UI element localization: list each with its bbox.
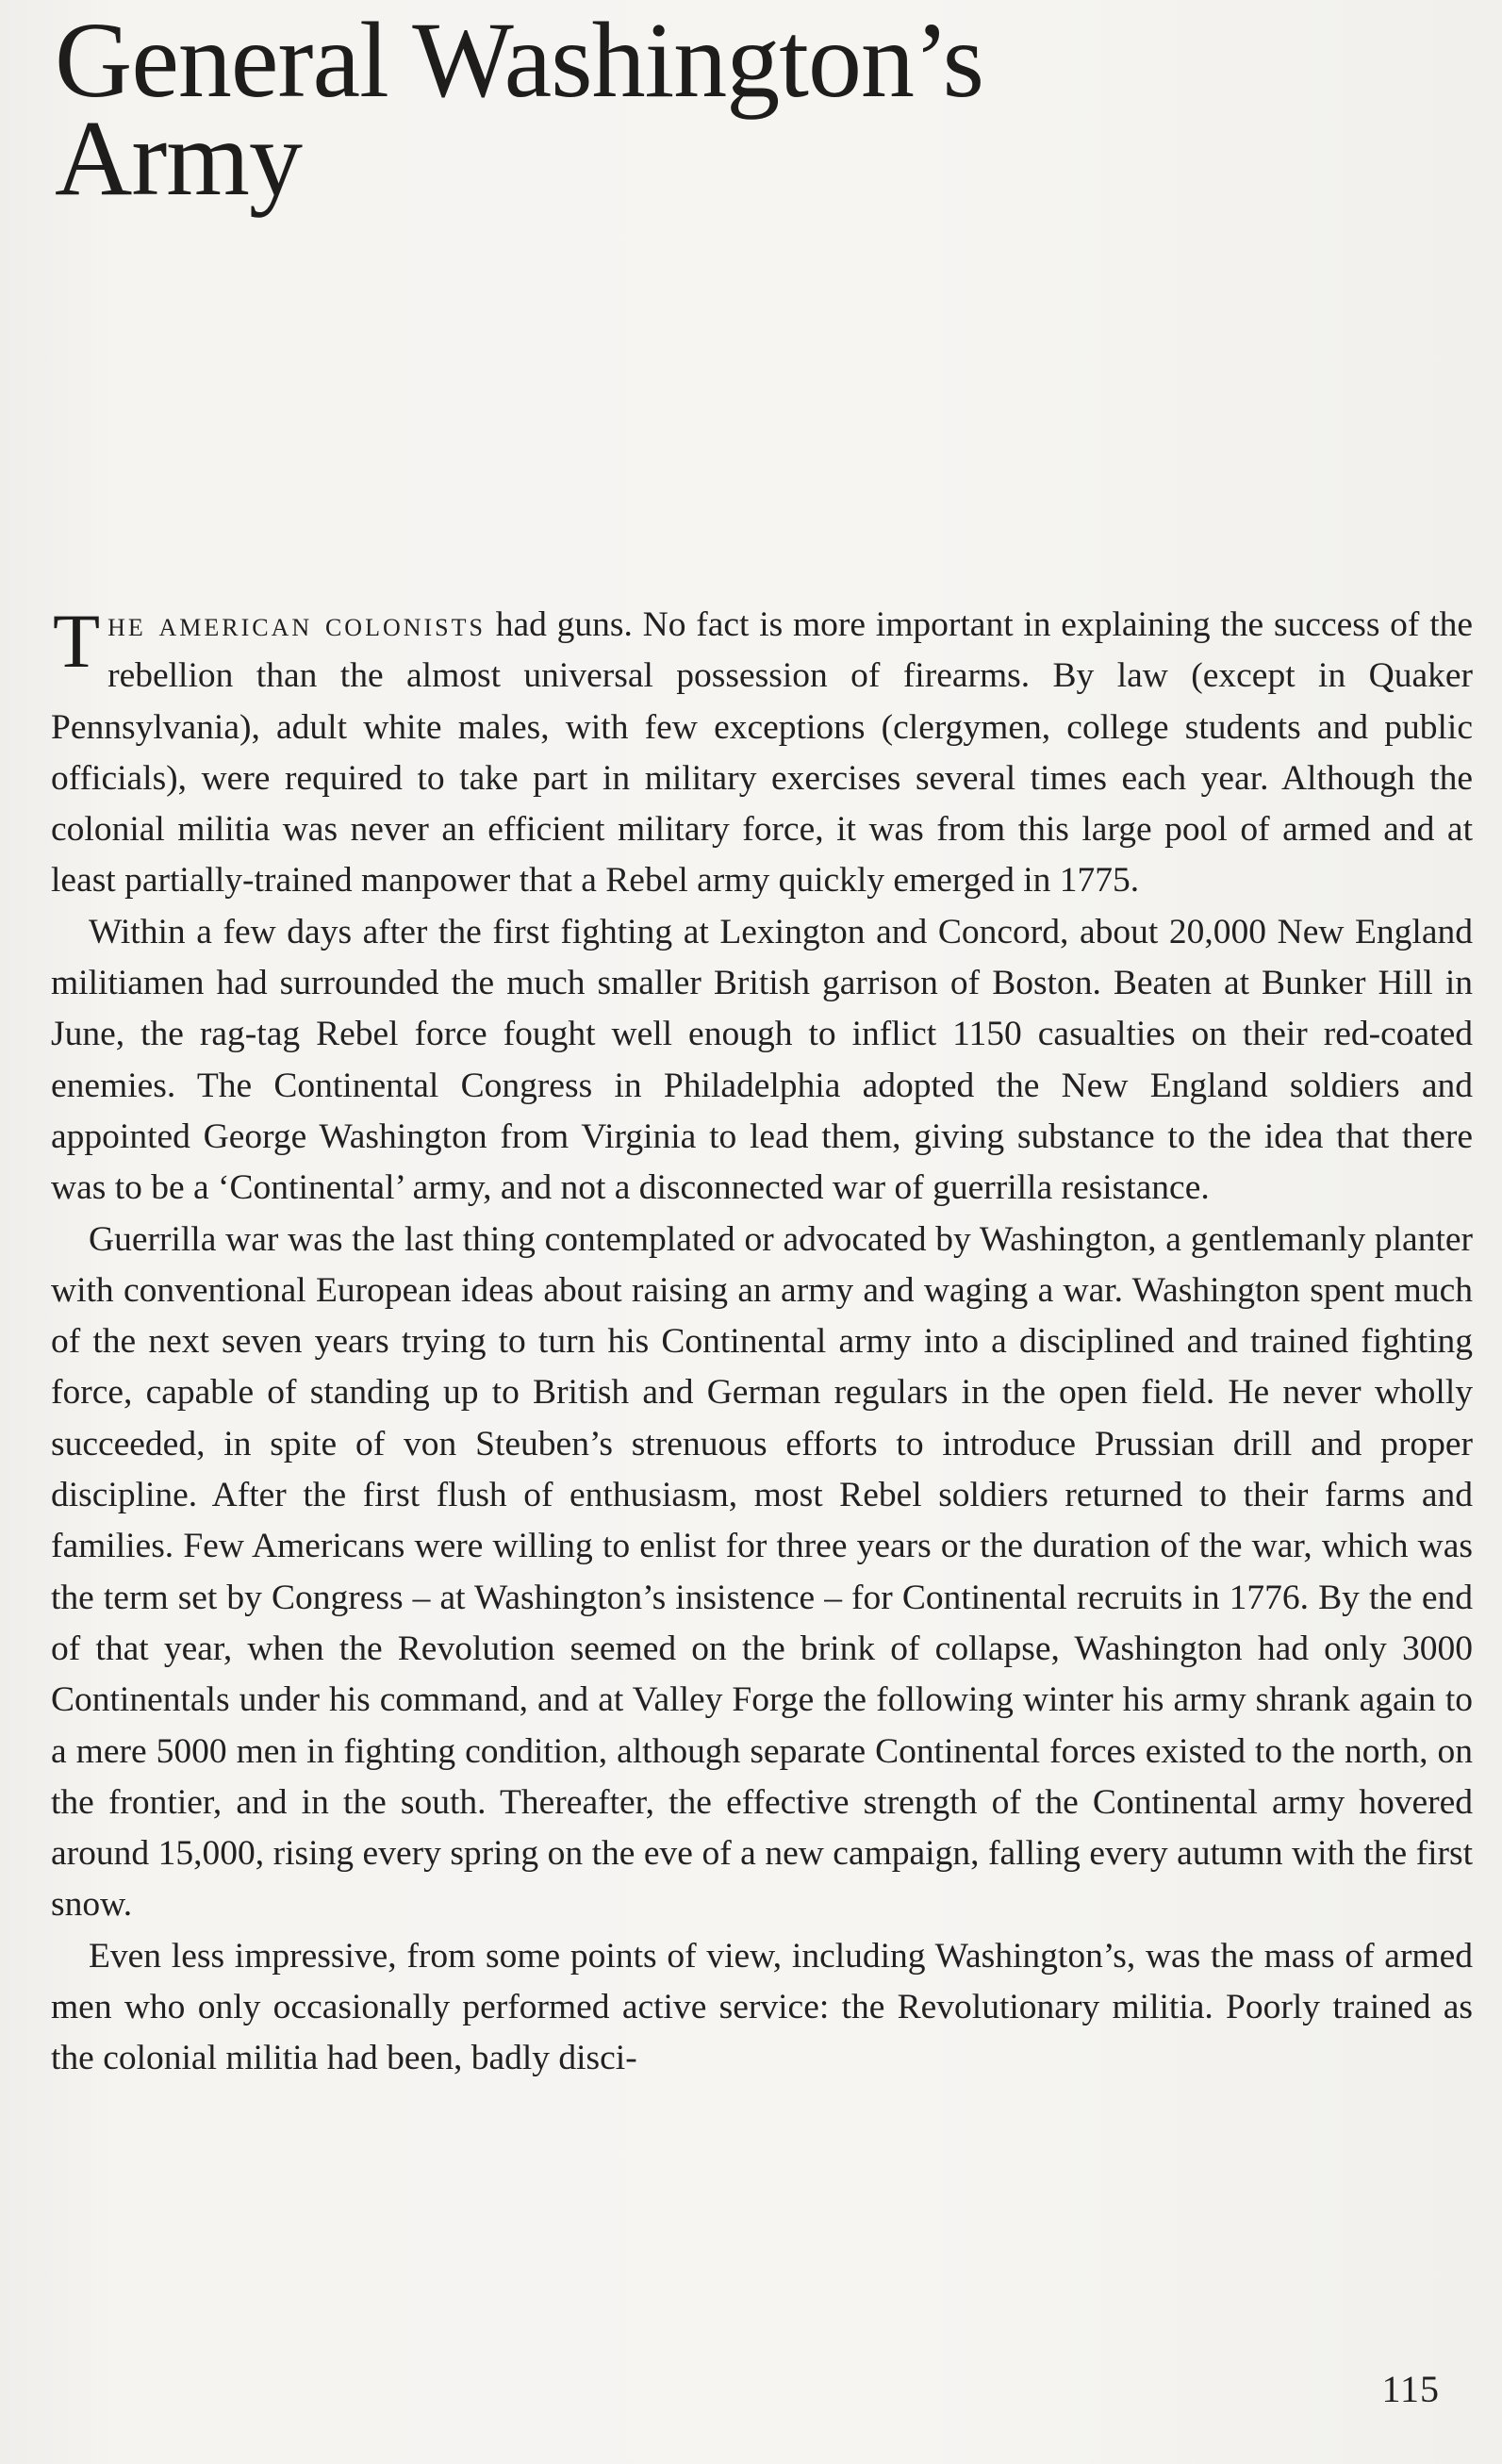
chapter-title-line-1: General Washington’s (55, 0, 984, 120)
lead-in-small-caps: he american colonists (107, 605, 486, 644)
paragraph-4: Even less impressive, from some points of view, including Washington’s, was the mass of armed men who only occasionally performed active service: the Revolutionary militia. Poorly trained as the colonial militia had been, badly disci- (51, 1936, 1473, 2078)
paragraph-1 (51, 600, 1473, 907)
paragraph-2: Within a few days after the first fighting at Lexington and Concord, about 20,000 New England militiamen had surrounded the much smaller British garrison of Boston. Beaten at Bunker Hill in June, the rag-tag Rebel force fought well enough to inflict 1150 casualties on their red-coated enemies. The Continental Congress in Philadelphia adopted the New England soldiers and appointed George Washington from Virginia to lead them, giving substance to the idea that there was to be a ‘Continental’ army, and not a disconnected war of guerrilla resistance. (51, 912, 1473, 1208)
drop-cap: T (53, 598, 101, 684)
chapter-title (55, 0, 984, 218)
chapter-title-line-2: Army (55, 98, 302, 218)
paragraph-3: Guerrilla war was the last thing contemplated or advocated by Washington, a gentlemanly planter with conventional European ideas about raising an army and waging a war. Washington spent much of the next seven years trying to turn his Continental army into a disciplined and trained fighting force, capable of standing up to British and German regulars in the open field. He never wholly succeeded, in spite of von Steuben’s strenuous efforts to introduce Prussian drill and proper discipline. After the first flush of enthusiasm, most Rebel soldiers returned to their farms and families. Few Americans were willing to enlist for three years or the duration of the war, which was the term set by Congress – at Washington’s insistence – for Continental recruits in 1776. By the end of that year, when the Revolution seemed on the brink of collapse, Washington had only 3000 Continentals under his command, and at Valley Forge the following winter his army shrank again to a mere 5000 men in fighting condition, although separate Continental forces existed to the north, on the frontier, and in the south. Thereafter, the effective strength of the Continental army hovered around 15,000, rising every spring on the eve of a new campaign, falling every autumn with the first snow. (51, 1219, 1473, 1925)
paragraph-1-text: had guns. No fact is more important in explaining the success of the rebellion than the almost universal possession of firearms. By law (except in Quaker Pennsylvania), adult white males, with few exceptions (clergymen, college students and public officials), were required to take part in military exercises several times each year. Although the colonial militia was never an efficient military force, it was from this large pool of armed and at least partially-trained manpower that a Rebel army quickly emerged in 1775. (51, 605, 1474, 901)
body-text (51, 600, 1473, 2085)
page-number: 115 (1381, 2368, 1440, 2410)
